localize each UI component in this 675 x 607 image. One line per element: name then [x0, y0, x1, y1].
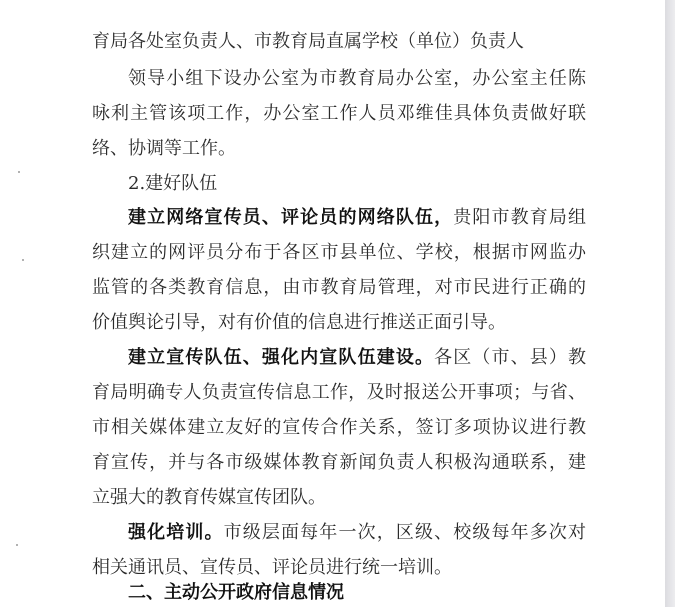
page-edge [665, 0, 675, 607]
section-heading-2: 2.建好队伍 [128, 173, 218, 194]
paragraph-line-9: 价值舆论引导，对有价值的信息进行推送正面引导。 [92, 312, 506, 333]
paragraph-line-6-tail: 贵阳市教育局组 [453, 207, 587, 228]
scan-speck [16, 544, 18, 546]
paragraph-line-14: 立强大的教育传媒宣传团队。 [92, 487, 326, 508]
paragraph-line-7: 织建立的网评员分布于各区市县单位、学校，根据市网监办 [92, 242, 586, 263]
paragraph-line-15 [128, 519, 586, 547]
paragraph-line-8: 监管的各类教育信息，由市教育局管理，对市民进行正确的 [92, 277, 586, 298]
paragraph-line-16: 相关通讯员、宣传员、评论员进行统一培训。 [92, 557, 452, 578]
paragraph-line-10 [128, 344, 586, 372]
scan-speck [18, 171, 20, 173]
bold-phrase-publicity-team: 建立宣传队伍、强化内宣队伍建设。 [128, 347, 435, 368]
paragraph-line-11: 育局明确专人负责宣传信息工作，及时报送公开事项；与省、 [92, 382, 586, 403]
paragraph-line-13: 育宣传，并与各市级媒体教育新闻负责人积极沟通联系，建 [92, 452, 586, 473]
paragraph-line-10-tail: 各区（市、县）教 [434, 347, 587, 368]
scan-speck [22, 259, 24, 261]
bold-phrase-network-team-prefix: 建立 [128, 207, 167, 228]
bold-phrase-network-team: 网络宣传员、评论员的网络队伍， [166, 207, 454, 228]
bold-phrase-training: 强化培训。 [128, 522, 224, 543]
paragraph-line-2: 领导小组下设办公室为市教育局办公室，办公室主任陈 [128, 68, 586, 89]
paragraph-line-6 [128, 204, 586, 232]
paragraph-line-3: 咏利主管该项工作，办公室工作人员邓维佳具体负责做好联 [92, 103, 586, 124]
section-heading-two: 二、主动公开政府信息情况 [128, 582, 344, 603]
paragraph-line-12: 市相关媒体建立友好的宣传合作关系，签订多项协议进行教 [92, 417, 586, 438]
paragraph-line-4: 络、协调等工作。 [92, 138, 236, 159]
paragraph-line-1: 育局各处室负责人、市教育局直属学校（单位）负责人 [92, 31, 524, 52]
paragraph-line-15-tail: 市级层面每年一次，区级、校级每年多次对 [223, 522, 587, 543]
